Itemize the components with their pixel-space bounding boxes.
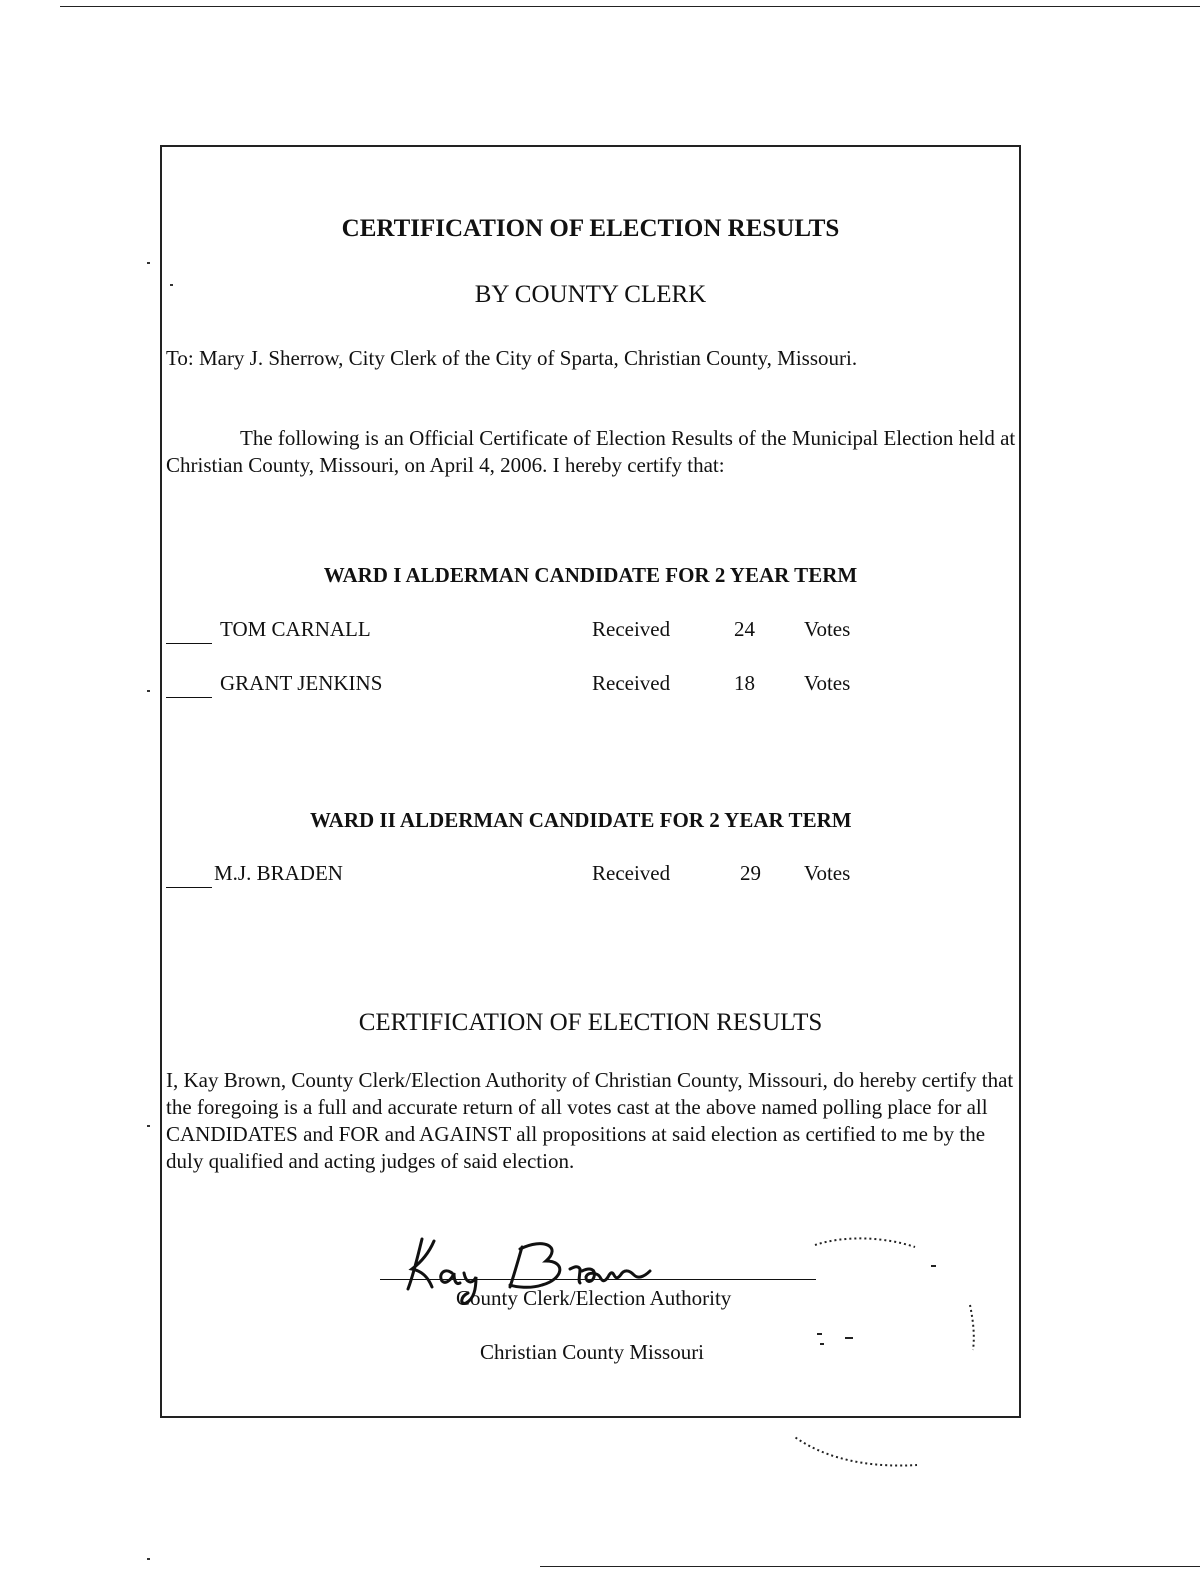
certification-heading: CERTIFICATION OF ELECTION RESULTS xyxy=(358,1009,823,1036)
candidate-row-mj-braden xyxy=(166,861,1016,889)
votes-label: Votes xyxy=(804,861,851,885)
received-label: Received xyxy=(592,617,671,641)
candidate-name: TOM CARNALL xyxy=(220,617,371,641)
scan-speck xyxy=(147,690,150,692)
signature-title: County Clerk/Election Authority xyxy=(456,1286,732,1310)
candidate-row-grant-jenkins xyxy=(166,671,1016,699)
scan-speck xyxy=(147,262,150,264)
scan-speck xyxy=(147,1125,150,1127)
checkbox-blank-line xyxy=(166,617,212,644)
addressee-line: To: Mary J. Sherrow, City Clerk of the City of Sparta, Christian County, Missouri. xyxy=(166,346,858,370)
scan-edge-bottom xyxy=(540,1566,1200,1567)
vote-count: 18 xyxy=(734,671,755,695)
checkbox-blank-line xyxy=(166,671,212,698)
document-subtitle: BY COUNTY CLERK xyxy=(474,281,707,308)
received-label: Received xyxy=(592,671,671,695)
vote-count: 29 xyxy=(740,861,761,885)
candidate-name: M.J. BRADEN xyxy=(214,861,343,885)
embossed-seal xyxy=(795,1225,1015,1490)
county-name: Christian County Missouri xyxy=(480,1340,705,1364)
ward-2-heading: WARD II ALDERMAN CANDIDATE FOR 2 YEAR TERM xyxy=(310,808,852,832)
votes-label: Votes xyxy=(804,617,851,641)
intro-paragraph: The following is an Official Certificate of Election Results of the Municipal Election held at Christian County, Missouri, on April 4, 2006. I hereby certify that: xyxy=(166,426,1016,477)
scan-speck xyxy=(147,1558,150,1560)
ward-1-heading: WARD I ALDERMAN CANDIDATE FOR 2 YEAR TERM xyxy=(323,563,858,587)
vote-count: 24 xyxy=(734,617,755,641)
received-label: Received xyxy=(592,861,671,885)
document-title: CERTIFICATION OF ELECTION RESULTS xyxy=(341,215,840,242)
candidate-row-tom-carnall xyxy=(166,617,1016,645)
signature-line xyxy=(380,1279,816,1280)
votes-label: Votes xyxy=(804,671,851,695)
checkbox-blank-line xyxy=(166,861,212,888)
scan-edge-top xyxy=(60,6,1200,7)
certification-paragraph: I, Kay Brown, County Clerk/Election Authority of Christian County, Missouri, do hereby certify that the foregoing is a full and accurate return of all votes cast at the above named polling place for all CANDIDATES and FOR and AGAINST all propositions at said election as certified to me by the duly qualified and acting judges of said election. xyxy=(166,1068,1014,1173)
candidate-name: GRANT JENKINS xyxy=(220,671,383,695)
